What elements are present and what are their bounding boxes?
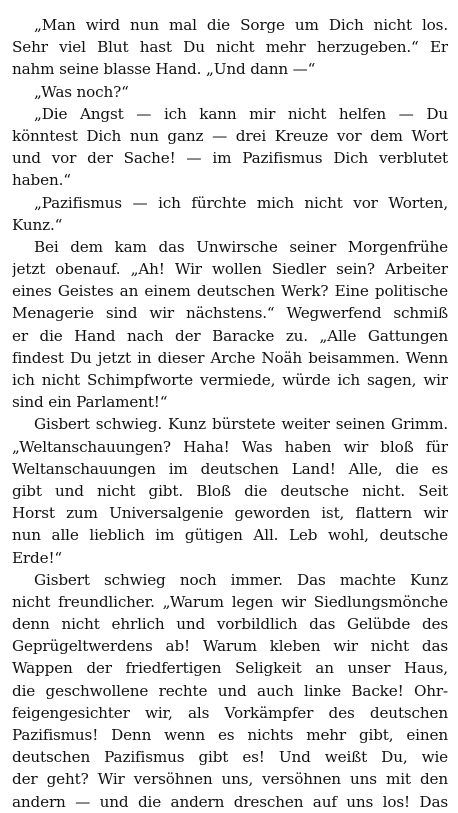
text-line: Weltanschauungen im deutschen Land! Alle, die es bbox=[12, 459, 448, 478]
text-line: denn nicht ehrlich und vorbildlich das Gelübde des bbox=[12, 615, 448, 634]
text-line: haben.“ bbox=[12, 171, 71, 190]
text-line: nun alle lieblich im gütigen All. Leb wohl, deutsche bbox=[12, 526, 448, 545]
text-line: feigengesichter wir, als Vorkämpfer des deutschen bbox=[12, 703, 448, 722]
text-line: Bei dem kam das Unwirsche seiner Morgenfrühe bbox=[34, 237, 448, 256]
text-line: eines Geistes an einem deutschen Werk? Eine politische bbox=[12, 282, 448, 301]
text-line: Kunz.“ bbox=[12, 215, 63, 234]
text-line: deutschen Pazifismus gibt es! Und weißt Du, wie bbox=[12, 748, 448, 767]
text-line: er die Hand nach der Baracke zu. „Alle Gattungen bbox=[12, 326, 448, 345]
text-line: gibt und nicht gibt. Bloß die deutsche nicht. Seit bbox=[12, 481, 448, 500]
text-line: findest Du jetzt in dieser Arche Noäh beisammen. Wenn bbox=[12, 348, 448, 367]
text-line: Geprügeltwerdens ab! Warum kleben wir nicht das bbox=[12, 637, 448, 656]
text-line: Menagerie sind wir nächstens.“ Wegwerfend schmiß bbox=[12, 304, 448, 323]
text-line: Erde!“ bbox=[12, 548, 63, 567]
text-line: „Pazifismus — ich fürchte mich nicht vor Worten, bbox=[34, 193, 448, 212]
text-line: Sehr viel Blut hast Du nicht mehr herzugeben.“ Er bbox=[12, 38, 448, 57]
text-line: Gisbert schwieg noch immer. Das machte Kunz bbox=[34, 570, 448, 589]
text-line: nicht freundlicher. „Warum legen wir Siedlungsmönche bbox=[12, 592, 448, 611]
text-line: sind ein Parlament!“ bbox=[12, 393, 168, 412]
text-line: könntest Dich nun ganz — drei Kreuze vor dem Wort bbox=[12, 126, 448, 145]
text-line: und vor der Sache! — im Pazifismus Dich verblutet bbox=[12, 149, 448, 168]
text-line: Wappen der friedfertigen Seligkeit an unser Haus, bbox=[12, 659, 448, 678]
text-line: „Weltanschauungen? Haha! Was haben wir bloß für bbox=[12, 437, 448, 456]
text-line: Horst zum Universalgenie geworden ist, flattern wir bbox=[12, 504, 448, 523]
text-line: jetzt obenauf. „Ah! Wir wollen Siedler sein? Arbeiter bbox=[12, 260, 448, 279]
text-line: der geht? Wir versöhnen uns, versöhnen uns mit den bbox=[12, 770, 448, 789]
text-line: die geschwollene rechte und auch linke Backe! Ohr- bbox=[12, 681, 448, 700]
text-line: nahm seine blasse Hand. „Und dann —“ bbox=[12, 60, 316, 79]
text-line: „Was noch?“ bbox=[34, 82, 129, 101]
text-line: „Die Angst — ich kann mir nicht helfen — Du bbox=[34, 104, 448, 123]
text-line: ich nicht Schimpfworte vermiede, würde ich sagen, wir bbox=[12, 371, 448, 389]
text-line: andern — und die andern dreschen auf uns los! Das bbox=[12, 792, 448, 811]
text-line: Gisbert schwieg. Kunz bürstete weiter seinen Grimm. bbox=[34, 415, 448, 434]
text-line: „Man wird nun mal die Sorge um Dich nicht los. bbox=[34, 16, 448, 34]
text-line: Pazifismus! Denn wenn es nichts mehr gibt, einen bbox=[12, 726, 448, 744]
